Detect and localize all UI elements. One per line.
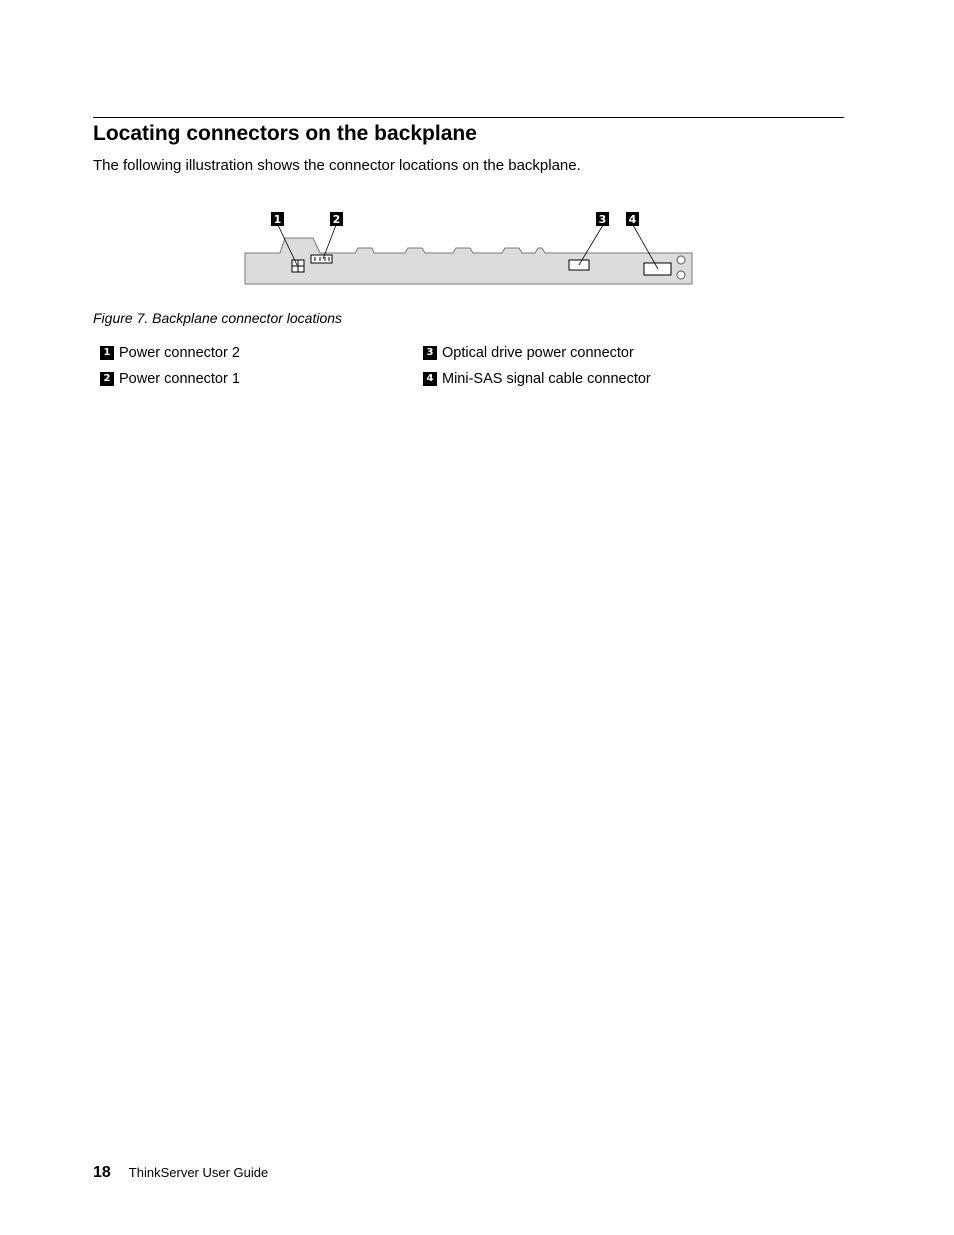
document-title: ThinkServer User Guide: [128, 1165, 269, 1180]
legend-label: Power connector 2: [119, 345, 240, 361]
mounting-hole: [677, 256, 685, 264]
mini-sas-connector-shape: [644, 263, 671, 275]
legend-label: Optical drive power connector: [442, 345, 634, 361]
backplane-figure: [240, 205, 700, 295]
legend-badge: 1: [100, 346, 114, 360]
callout-number-4: 4: [628, 213, 637, 226]
callout-number-2: 2: [332, 213, 341, 226]
backplane-illustration: [240, 205, 700, 295]
power-connector-2-shape: [292, 260, 304, 272]
power-connector-1-shape: [311, 255, 332, 263]
legend-badge: 4: [423, 372, 437, 386]
page-footer: [93, 1164, 268, 1182]
figure-caption: Figure 7. Backplane connector locations: [93, 310, 343, 326]
legend-item: [100, 344, 240, 362]
mounting-hole: [677, 271, 685, 279]
callout-number-3: 3: [598, 213, 607, 226]
callout-number-1: 1: [273, 213, 282, 226]
section-divider: [93, 117, 844, 118]
legend-badge: 3: [423, 346, 437, 360]
legend-label: Mini-SAS signal cable connector: [442, 371, 651, 387]
legend-item: [423, 370, 651, 388]
legend-item: [100, 370, 240, 388]
intro-paragraph: The following illustration shows the connector locations on the backplane.: [93, 157, 581, 174]
page-number: 18: [93, 1164, 111, 1181]
section-title: Locating connectors on the backplane: [93, 122, 477, 145]
legend-item: [423, 344, 634, 362]
legend-badge: 2: [100, 372, 114, 386]
legend-label: Power connector 1: [119, 371, 240, 387]
